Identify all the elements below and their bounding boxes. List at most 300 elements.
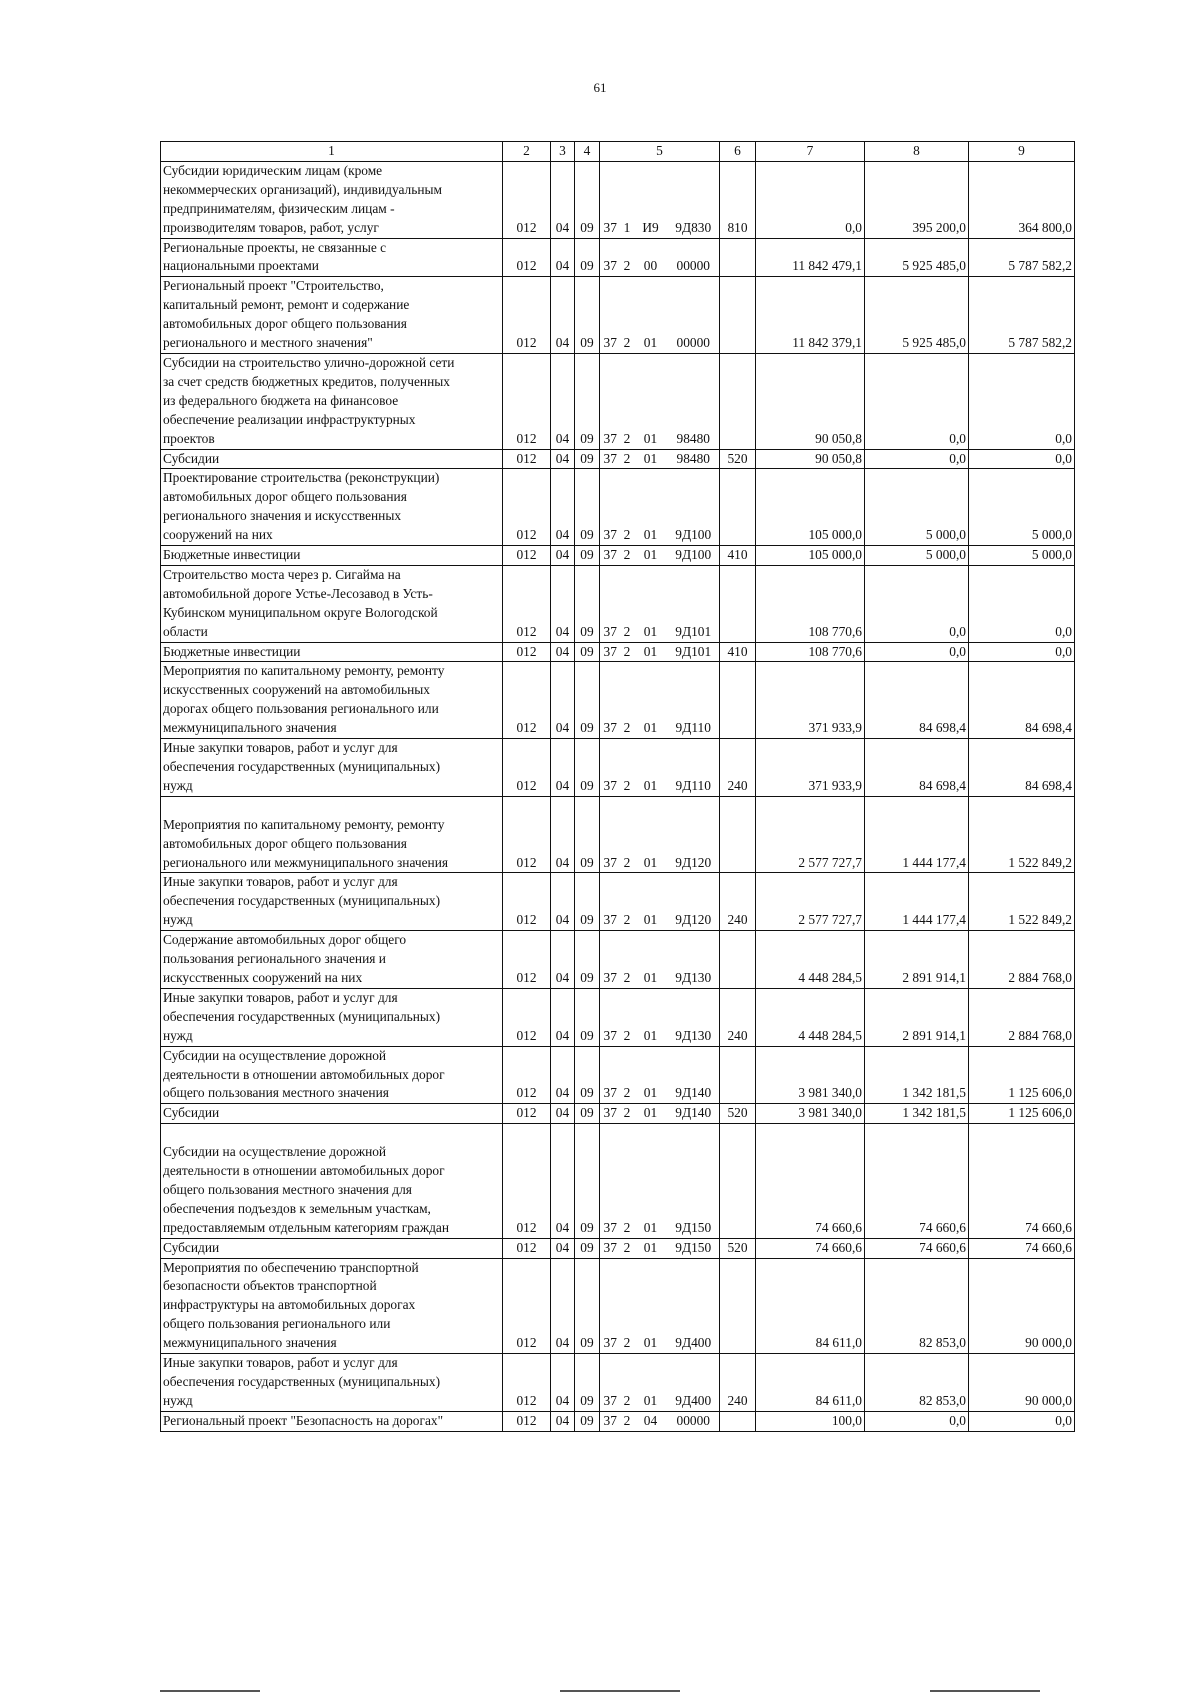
- cell-expense-type: [720, 1258, 756, 1354]
- cell-section: 04: [551, 277, 575, 354]
- cell-program: 37: [600, 1046, 621, 1104]
- cell-amount-year2: 74 660,6: [865, 1124, 969, 1238]
- cell-subprogram: 2: [621, 739, 634, 797]
- row-label: Мероприятия по обеспечению транспортной безопасности объектов транспортной инфраструктуры на автомобильных дорогах общего пользования регионального или межмуниципального значения: [161, 1258, 503, 1354]
- cell-amount-year3: 84 698,4: [969, 662, 1075, 739]
- cell-subprogram: 2: [621, 1046, 634, 1104]
- table-row: [161, 1258, 1075, 1354]
- cell-subsection: 09: [575, 546, 600, 566]
- cell-project: 01: [634, 1046, 668, 1104]
- cell-subsection: 09: [575, 238, 600, 277]
- cell-direction: 9Д150: [668, 1124, 720, 1238]
- cell-amount-year1: 3 981 340,0: [756, 1046, 865, 1104]
- cell-project: 01: [634, 1238, 668, 1258]
- header-col-2: 2: [503, 142, 551, 162]
- cell-amount-year2: 2 891 914,1: [865, 988, 969, 1046]
- table-row: [161, 931, 1075, 989]
- cell-direction: 98480: [668, 353, 720, 449]
- cell-section: 04: [551, 1411, 575, 1431]
- cell-program: 37: [600, 1354, 621, 1412]
- header-col-4: 4: [575, 142, 600, 162]
- cell-subsection: 09: [575, 662, 600, 739]
- cell-amount-year2: 5 925 485,0: [865, 277, 969, 354]
- cell-expense-type: [720, 469, 756, 546]
- cell-amount-year3: 84 698,4: [969, 739, 1075, 797]
- cell-section: 04: [551, 469, 575, 546]
- scan-artifact-bottom: [930, 1690, 1040, 1692]
- table-row: [161, 449, 1075, 469]
- cell-amount-year2: 1 444 177,4: [865, 796, 969, 873]
- row-label: Мероприятия по капитальному ремонту, ремонту автомобильных дорог общего пользования регионального или межмуниципального значения: [161, 796, 503, 873]
- cell-amount-year3: 0,0: [969, 353, 1075, 449]
- cell-amount-year2: 1 444 177,4: [865, 873, 969, 931]
- cell-program: 37: [600, 161, 621, 238]
- cell-amount-year1: 11 842 479,1: [756, 238, 865, 277]
- table-row: [161, 988, 1075, 1046]
- cell-subprogram: 2: [621, 988, 634, 1046]
- cell-code: 012: [503, 662, 551, 739]
- cell-subsection: 09: [575, 873, 600, 931]
- cell-expense-type: 240: [720, 1354, 756, 1412]
- cell-amount-year3: 364 800,0: [969, 161, 1075, 238]
- header-col-9: 9: [969, 142, 1075, 162]
- cell-amount-year1: 84 611,0: [756, 1258, 865, 1354]
- row-label: Субсидии на осуществление дорожной деятельности в отношении автомобильных дорог общего пользования местного значения: [161, 1046, 503, 1104]
- cell-subsection: 09: [575, 1124, 600, 1238]
- cell-subprogram: 2: [621, 1258, 634, 1354]
- cell-amount-year1: 90 050,8: [756, 449, 865, 469]
- row-label: Субсидии на осуществление дорожной деятельности в отношении автомобильных дорог общего пользования местного значения для обеспечения подъездов к земельным участкам, предоставляемым отдельным категориям граждан: [161, 1124, 503, 1238]
- cell-direction: 9Д101: [668, 565, 720, 642]
- cell-amount-year3: 5 000,0: [969, 469, 1075, 546]
- table-row: [161, 238, 1075, 277]
- cell-direction: 00000: [668, 277, 720, 354]
- cell-subprogram: 2: [621, 277, 634, 354]
- cell-amount-year2: 82 853,0: [865, 1354, 969, 1412]
- cell-expense-type: 410: [720, 642, 756, 662]
- cell-amount-year3: 0,0: [969, 1411, 1075, 1431]
- cell-direction: 9Д110: [668, 662, 720, 739]
- cell-section: 04: [551, 161, 575, 238]
- table-row: [161, 1046, 1075, 1104]
- row-label: Иные закупки товаров, работ и услуг для обеспечения государственных (муниципальных) нужд: [161, 1354, 503, 1412]
- cell-section: 04: [551, 1104, 575, 1124]
- row-label: Субсидии: [161, 1238, 503, 1258]
- cell-expense-type: [720, 277, 756, 354]
- cell-subprogram: 2: [621, 353, 634, 449]
- cell-subprogram: 2: [621, 1411, 634, 1431]
- cell-subsection: 09: [575, 1258, 600, 1354]
- cell-subsection: 09: [575, 642, 600, 662]
- cell-expense-type: 240: [720, 988, 756, 1046]
- cell-amount-year3: 5 000,0: [969, 546, 1075, 566]
- page-number: 61: [593, 80, 607, 95]
- cell-amount-year3: 0,0: [969, 449, 1075, 469]
- cell-direction: 9Д150: [668, 1238, 720, 1258]
- cell-subsection: 09: [575, 565, 600, 642]
- cell-section: 04: [551, 1046, 575, 1104]
- cell-amount-year1: 371 933,9: [756, 739, 865, 797]
- cell-code: 012: [503, 469, 551, 546]
- cell-program: 37: [600, 1238, 621, 1258]
- cell-expense-type: 810: [720, 161, 756, 238]
- cell-amount-year1: 105 000,0: [756, 469, 865, 546]
- cell-amount-year2: 82 853,0: [865, 1258, 969, 1354]
- cell-subsection: 09: [575, 739, 600, 797]
- row-label: Региональные проекты, не связанные с национальными проектами: [161, 238, 503, 277]
- cell-direction: 9Д101: [668, 642, 720, 662]
- cell-project: И9: [634, 161, 668, 238]
- cell-section: 04: [551, 546, 575, 566]
- cell-amount-year1: 4 448 284,5: [756, 988, 865, 1046]
- cell-subprogram: 2: [621, 873, 634, 931]
- cell-project: 01: [634, 796, 668, 873]
- cell-amount-year2: 5 000,0: [865, 546, 969, 566]
- cell-project: 04: [634, 1411, 668, 1431]
- cell-program: 37: [600, 988, 621, 1046]
- cell-code: 012: [503, 238, 551, 277]
- cell-amount-year2: 74 660,6: [865, 1238, 969, 1258]
- cell-amount-year3: 0,0: [969, 642, 1075, 662]
- cell-subsection: 09: [575, 1104, 600, 1124]
- cell-section: 04: [551, 796, 575, 873]
- cell-amount-year2: 0,0: [865, 565, 969, 642]
- cell-subprogram: 2: [621, 642, 634, 662]
- cell-project: 01: [634, 1124, 668, 1238]
- table-row: [161, 1411, 1075, 1431]
- cell-amount-year1: 84 611,0: [756, 1354, 865, 1412]
- cell-project: 01: [634, 469, 668, 546]
- cell-expense-type: 520: [720, 1238, 756, 1258]
- header-col-8: 8: [865, 142, 969, 162]
- cell-direction: 9Д140: [668, 1046, 720, 1104]
- cell-project: 01: [634, 873, 668, 931]
- cell-program: 37: [600, 739, 621, 797]
- cell-expense-type: [720, 931, 756, 989]
- cell-code: 012: [503, 1238, 551, 1258]
- row-label: Содержание автомобильных дорог общего пользования регионального значения и искусственных сооружений на них: [161, 931, 503, 989]
- cell-direction: 9Д830: [668, 161, 720, 238]
- table-row: [161, 1354, 1075, 1412]
- cell-project: 01: [634, 988, 668, 1046]
- cell-subprogram: 2: [621, 449, 634, 469]
- cell-code: 012: [503, 796, 551, 873]
- cell-amount-year2: 5 000,0: [865, 469, 969, 546]
- cell-program: 37: [600, 1124, 621, 1238]
- cell-subprogram: 2: [621, 662, 634, 739]
- cell-project: 01: [634, 1258, 668, 1354]
- cell-direction: 9Д400: [668, 1354, 720, 1412]
- row-label: Иные закупки товаров, работ и услуг для обеспечения государственных (муниципальных) нужд: [161, 739, 503, 797]
- cell-expense-type: [720, 796, 756, 873]
- cell-subsection: 09: [575, 1354, 600, 1412]
- scan-artifact-bottom: [560, 1690, 680, 1692]
- table-row: [161, 353, 1075, 449]
- cell-program: 37: [600, 662, 621, 739]
- cell-subsection: 09: [575, 796, 600, 873]
- table-row: [161, 565, 1075, 642]
- cell-amount-year1: 2 577 727,7: [756, 873, 865, 931]
- table-row: [161, 1238, 1075, 1258]
- cell-expense-type: [720, 353, 756, 449]
- row-label: Субсидии: [161, 449, 503, 469]
- cell-project: 01: [634, 1354, 668, 1412]
- cell-subsection: 09: [575, 988, 600, 1046]
- row-label: Иные закупки товаров, работ и услуг для обеспечения государственных (муниципальных) нужд: [161, 988, 503, 1046]
- cell-subsection: 09: [575, 931, 600, 989]
- cell-subsection: 09: [575, 1046, 600, 1104]
- cell-subsection: 09: [575, 1411, 600, 1431]
- cell-program: 37: [600, 1104, 621, 1124]
- cell-direction: 9Д140: [668, 1104, 720, 1124]
- cell-amount-year3: 0,0: [969, 565, 1075, 642]
- cell-code: 012: [503, 931, 551, 989]
- cell-project: 01: [634, 277, 668, 354]
- cell-amount-year2: 2 891 914,1: [865, 931, 969, 989]
- cell-direction: 9Д400: [668, 1258, 720, 1354]
- cell-amount-year3: 2 884 768,0: [969, 988, 1075, 1046]
- table-row: [161, 277, 1075, 354]
- row-label: Строительство моста через р. Сигайма на автомобильной дороге Устье-Лесозавод в Усть- Кубинском муниципальном округе Вологодской области: [161, 565, 503, 642]
- cell-project: 01: [634, 739, 668, 797]
- cell-section: 04: [551, 353, 575, 449]
- cell-amount-year1: 90 050,8: [756, 353, 865, 449]
- cell-expense-type: 520: [720, 449, 756, 469]
- scan-artifact-bottom: [160, 1690, 260, 1692]
- row-label: Субсидии юридическим лицам (кроме некоммерческих организаций), индивидуальным предпринимателям, физическим лицам - производителям товаров, работ, услуг: [161, 161, 503, 238]
- row-label: Субсидии на строительство улично-дорожной сети за счет средств бюджетных кредитов, полученных из федерального бюджета на финансовое обеспечение реализации инфраструктурных проектов: [161, 353, 503, 449]
- cell-amount-year2: 1 342 181,5: [865, 1104, 969, 1124]
- cell-amount-year3: 5 787 582,2: [969, 277, 1075, 354]
- cell-amount-year2: 5 925 485,0: [865, 238, 969, 277]
- cell-direction: 9Д100: [668, 546, 720, 566]
- header-col-5: 5: [600, 142, 720, 162]
- cell-amount-year3: 1 522 849,2: [969, 873, 1075, 931]
- cell-code: 012: [503, 1354, 551, 1412]
- cell-subprogram: 2: [621, 1238, 634, 1258]
- header-col-1: 1: [161, 142, 503, 162]
- cell-code: 012: [503, 277, 551, 354]
- cell-program: 37: [600, 796, 621, 873]
- cell-expense-type: [720, 1124, 756, 1238]
- cell-subprogram: 2: [621, 565, 634, 642]
- cell-amount-year2: 84 698,4: [865, 739, 969, 797]
- header-col-3: 3: [551, 142, 575, 162]
- row-label: Региональный проект "Строительство, капитальный ремонт, ремонт и содержание автомобильных дорог общего пользования регионального и местного значения": [161, 277, 503, 354]
- cell-subsection: 09: [575, 469, 600, 546]
- cell-amount-year2: 1 342 181,5: [865, 1046, 969, 1104]
- cell-code: 012: [503, 161, 551, 238]
- cell-subsection: 09: [575, 353, 600, 449]
- cell-section: 04: [551, 1124, 575, 1238]
- cell-section: 04: [551, 873, 575, 931]
- table-row: [161, 873, 1075, 931]
- cell-amount-year1: 371 933,9: [756, 662, 865, 739]
- cell-direction: 9Д130: [668, 988, 720, 1046]
- cell-program: 37: [600, 238, 621, 277]
- cell-subprogram: 2: [621, 1104, 634, 1124]
- cell-subsection: 09: [575, 1238, 600, 1258]
- cell-program: 37: [600, 1258, 621, 1354]
- cell-project: 01: [634, 931, 668, 989]
- cell-amount-year3: 5 787 582,2: [969, 238, 1075, 277]
- cell-amount-year3: 1 125 606,0: [969, 1046, 1075, 1104]
- cell-section: 04: [551, 565, 575, 642]
- cell-amount-year3: 74 660,6: [969, 1238, 1075, 1258]
- cell-amount-year1: 108 770,6: [756, 642, 865, 662]
- cell-project: 00: [634, 238, 668, 277]
- table-row: [161, 546, 1075, 566]
- row-label: Субсидии: [161, 1104, 503, 1124]
- cell-subprogram: 2: [621, 796, 634, 873]
- cell-program: 37: [600, 931, 621, 989]
- cell-amount-year3: 74 660,6: [969, 1124, 1075, 1238]
- cell-direction: 98480: [668, 449, 720, 469]
- table-body: [161, 142, 1075, 1432]
- cell-amount-year2: 0,0: [865, 353, 969, 449]
- cell-program: 37: [600, 546, 621, 566]
- cell-amount-year1: 108 770,6: [756, 565, 865, 642]
- cell-section: 04: [551, 988, 575, 1046]
- cell-code: 012: [503, 642, 551, 662]
- cell-program: 37: [600, 1411, 621, 1431]
- cell-program: 37: [600, 873, 621, 931]
- table-row: [161, 739, 1075, 797]
- cell-code: 012: [503, 873, 551, 931]
- cell-amount-year2: 0,0: [865, 1411, 969, 1431]
- cell-subprogram: 1: [621, 161, 634, 238]
- header-row: [161, 142, 1075, 162]
- cell-amount-year3: 1 522 849,2: [969, 796, 1075, 873]
- row-label: Проектирование строительства (реконструкции) автомобильных дорог общего пользования регионального значения и искусственных сооружений на них: [161, 469, 503, 546]
- cell-direction: 00000: [668, 1411, 720, 1431]
- table-row: [161, 1104, 1075, 1124]
- cell-project: 01: [634, 662, 668, 739]
- cell-subsection: 09: [575, 161, 600, 238]
- cell-direction: 9Д100: [668, 469, 720, 546]
- cell-section: 04: [551, 1354, 575, 1412]
- cell-code: 012: [503, 988, 551, 1046]
- cell-section: 04: [551, 662, 575, 739]
- cell-project: 01: [634, 353, 668, 449]
- cell-subprogram: 2: [621, 238, 634, 277]
- cell-section: 04: [551, 449, 575, 469]
- cell-amount-year3: 90 000,0: [969, 1354, 1075, 1412]
- cell-subprogram: 2: [621, 1354, 634, 1412]
- cell-section: 04: [551, 1238, 575, 1258]
- cell-expense-type: [720, 662, 756, 739]
- cell-project: 01: [634, 449, 668, 469]
- cell-program: 37: [600, 353, 621, 449]
- cell-expense-type: [720, 1046, 756, 1104]
- cell-direction: 9Д110: [668, 739, 720, 797]
- cell-code: 012: [503, 1046, 551, 1104]
- cell-section: 04: [551, 931, 575, 989]
- cell-amount-year1: 74 660,6: [756, 1238, 865, 1258]
- cell-expense-type: [720, 565, 756, 642]
- cell-amount-year2: 395 200,0: [865, 161, 969, 238]
- table-row: [161, 642, 1075, 662]
- cell-amount-year2: 84 698,4: [865, 662, 969, 739]
- cell-project: 01: [634, 1104, 668, 1124]
- cell-code: 012: [503, 1411, 551, 1431]
- table-row: [161, 796, 1075, 873]
- row-label: Мероприятия по капитальному ремонту, ремонту искусственных сооружений на автомобильных дорогах общего пользования регионального или межмуниципального значения: [161, 662, 503, 739]
- cell-subprogram: 2: [621, 469, 634, 546]
- cell-direction: 9Д120: [668, 873, 720, 931]
- cell-section: 04: [551, 1258, 575, 1354]
- cell-expense-type: [720, 238, 756, 277]
- cell-amount-year1: 11 842 379,1: [756, 277, 865, 354]
- cell-program: 37: [600, 277, 621, 354]
- table-row: [161, 1124, 1075, 1238]
- cell-code: 012: [503, 1104, 551, 1124]
- header-col-7: 7: [756, 142, 865, 162]
- cell-direction: 9Д130: [668, 931, 720, 989]
- cell-subprogram: 2: [621, 546, 634, 566]
- cell-amount-year1: 2 577 727,7: [756, 796, 865, 873]
- cell-subsection: 09: [575, 277, 600, 354]
- cell-expense-type: 240: [720, 739, 756, 797]
- cell-direction: 00000: [668, 238, 720, 277]
- cell-code: 012: [503, 1258, 551, 1354]
- cell-subprogram: 2: [621, 1124, 634, 1238]
- cell-project: 01: [634, 642, 668, 662]
- cell-amount-year1: 100,0: [756, 1411, 865, 1431]
- cell-code: 012: [503, 353, 551, 449]
- cell-amount-year2: 0,0: [865, 449, 969, 469]
- cell-amount-year3: 90 000,0: [969, 1258, 1075, 1354]
- header-col-6: 6: [720, 142, 756, 162]
- cell-code: 012: [503, 1124, 551, 1238]
- cell-amount-year1: 0,0: [756, 161, 865, 238]
- cell-code: 012: [503, 546, 551, 566]
- table-row: [161, 469, 1075, 546]
- cell-section: 04: [551, 642, 575, 662]
- cell-amount-year3: 1 125 606,0: [969, 1104, 1075, 1124]
- cell-amount-year1: 3 981 340,0: [756, 1104, 865, 1124]
- cell-code: 012: [503, 449, 551, 469]
- cell-code: 012: [503, 739, 551, 797]
- cell-project: 01: [634, 546, 668, 566]
- cell-program: 37: [600, 642, 621, 662]
- cell-amount-year1: 105 000,0: [756, 546, 865, 566]
- cell-code: 012: [503, 565, 551, 642]
- row-label: Бюджетные инвестиции: [161, 642, 503, 662]
- row-label: Бюджетные инвестиции: [161, 546, 503, 566]
- table-row: [161, 161, 1075, 238]
- budget-table: [160, 141, 1075, 1432]
- cell-subsection: 09: [575, 449, 600, 469]
- cell-amount-year2: 0,0: [865, 642, 969, 662]
- cell-expense-type: 240: [720, 873, 756, 931]
- cell-program: 37: [600, 449, 621, 469]
- cell-expense-type: 410: [720, 546, 756, 566]
- cell-amount-year1: 74 660,6: [756, 1124, 865, 1238]
- table-row: [161, 662, 1075, 739]
- cell-section: 04: [551, 238, 575, 277]
- cell-direction: 9Д120: [668, 796, 720, 873]
- cell-section: 04: [551, 739, 575, 797]
- cell-amount-year3: 2 884 768,0: [969, 931, 1075, 989]
- cell-subprogram: 2: [621, 931, 634, 989]
- row-label: Региональный проект "Безопасность на дорогах": [161, 1411, 503, 1431]
- cell-amount-year1: 4 448 284,5: [756, 931, 865, 989]
- row-label: Иные закупки товаров, работ и услуг для обеспечения государственных (муниципальных) нужд: [161, 873, 503, 931]
- cell-expense-type: 520: [720, 1104, 756, 1124]
- cell-project: 01: [634, 565, 668, 642]
- cell-program: 37: [600, 565, 621, 642]
